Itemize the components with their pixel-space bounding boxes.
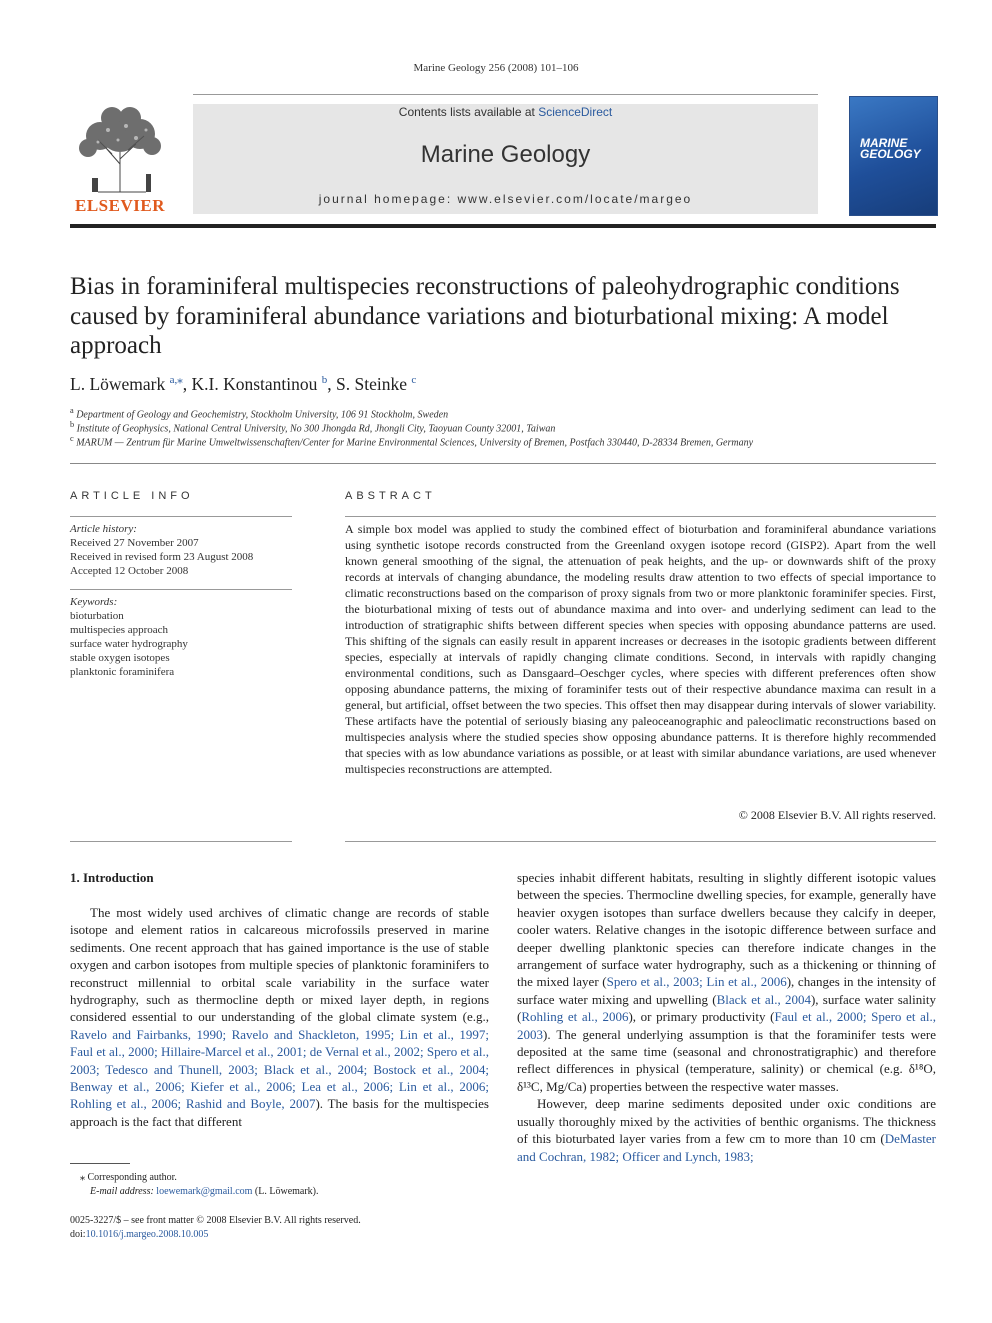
author-sup[interactable]: c bbox=[411, 374, 417, 386]
keyword: planktonic foraminifera bbox=[70, 666, 175, 678]
history-label: Article history: bbox=[70, 523, 137, 535]
author-sup[interactable]: a,⁎ bbox=[169, 374, 183, 386]
issn-line: 0025-3227/$ – see front matter © 2008 Elsevier B.V. All rights reserved. bbox=[70, 1215, 361, 1226]
citation-link[interactable]: Rohling et al., 2006 bbox=[521, 1009, 629, 1025]
keywords-block bbox=[70, 595, 292, 679]
author-list: L. Löwemark $^{a,⁎}$, K.I. Konstantinou $^b$, S. Steinke $^c$ bbox=[70, 373, 417, 394]
corresponding-author-note: ⁎ Corresponding author. bbox=[80, 1172, 177, 1183]
history-item: Received in revised form 23 August 2008 bbox=[70, 551, 254, 563]
author-name[interactable]: L. Löwemark bbox=[70, 373, 166, 394]
body-text: However, deep marine sediments deposited under oxic conditions are usually thoroughly mixed by the activities of benthic organisms. The thickness of this bioturbated layer varies from a few cm to more than 10 cm ( bbox=[517, 1096, 936, 1147]
author-name[interactable]: S. Steinke bbox=[336, 373, 408, 394]
cover-title-line1: MARINE bbox=[860, 136, 908, 150]
keyword: stable oxygen isotopes bbox=[70, 652, 170, 664]
affiliation-label: c bbox=[70, 434, 74, 443]
email-suffix: (L. Löwemark). bbox=[252, 1186, 319, 1197]
history-item: Received 27 November 2007 bbox=[70, 537, 199, 549]
doi-label: doi: bbox=[70, 1229, 86, 1240]
keyword: surface water hydrography bbox=[70, 638, 188, 650]
section-heading-introduction: 1. Introduction bbox=[70, 870, 154, 885]
abstract-text: A simple box model was applied to study the combined effect of bioturbation and foraminiferal abundance variations using synthetic isotope records constructed from the Greenland oxygen isotope record (GISP2). Apart from the well known general smoothing of the signal, the attenuation of peak heights, and the up- or downwards shift of the proxy records at intervals of changing abundance, the modeling results draw attention to two effects of special importance to climatic reconstructions based on the comparison of proxy signals from two or more planktonic foraminifer species. First, the bioturbational mixing of tests out of abundance maxima and into over- and underlying sediment can lead to the introduction of stratigraphic shifts between different species when species with opposing abundance patterns are used. This shifting of the signals can easily result in apparent increases or decreases in the isotopic gradients between different species, especially at intervals of rapidly changing climate conditions. Second, in intervals with rapidly changing environmental conditions, such as Dansgaard–Oeschger cycles, where species with different preferences often show opposing abundance patterns, the mixing of foraminifer tests out of their respective abundance maxima can result in a general, but artificial, offset between the two species. This offset then may disappear during intervals of slower variability. These artifacts have the potential of seriously biasing any paleoceanographic and paleoclimatic reconstructions based on multispecies analysis where the studied species show opposing abundance patterns. It is therefore highly recommended that species with as low abundance variations as possible, or at least with similar abundance variations, are used whenever multispecies reconstructions are attempted. bbox=[345, 522, 936, 776]
body-text: species inhabit different habitats, resulting in slightly different isotopic values between the species. Thermocline dwelling species, for example, generally have heavier oxygen isotopes than surface dwellers because they calcify in deeper, cooler waters. Relative changes in the isotopic difference between surface and deeper dwelling planktonic species can therefore indicate changes in the arrangement of surface water hydrography, such as a thickening or thinning of the mixed layer ( bbox=[517, 870, 936, 990]
cover-title-line2: GEOLOGY bbox=[860, 147, 921, 161]
footnote-rule bbox=[70, 1163, 130, 1164]
header-rule bbox=[70, 224, 936, 228]
affiliation-text: Department of Geology and Geochemistry, Stockholm University, 106 91 Stockholm, Sweden bbox=[76, 409, 449, 421]
contents-line bbox=[193, 105, 818, 119]
email-note bbox=[70, 1185, 510, 1199]
citation-link[interactable]: Spero et al., 2003; Lin et al., 2006 bbox=[606, 974, 787, 990]
keywords-label: Keywords: bbox=[70, 596, 118, 608]
keyword: bioturbation bbox=[70, 610, 124, 622]
body-column-left bbox=[70, 904, 489, 1130]
article-history bbox=[70, 522, 292, 578]
journal-homepage[interactable]: journal homepage: www.elsevier.com/locate/margeo bbox=[318, 192, 693, 206]
affiliation-text: Institute of Geophysics, National Central University, No 300 Jhongda Rd, Jhongli City, Taoyuan County 32001, Taiwan bbox=[76, 423, 556, 435]
abstract-rule bbox=[345, 516, 936, 517]
body-column-right bbox=[517, 869, 936, 1165]
doi-link[interactable]: 10.1016/j.margeo.2008.10.005 bbox=[85, 1229, 209, 1240]
masthead-top-rule bbox=[193, 94, 818, 95]
citation-link[interactable]: Faul et al., 2000; Spero et al., 2003 bbox=[517, 1009, 936, 1042]
article-info-heading: ARTICLE INFO bbox=[70, 490, 194, 502]
abstract-heading: ABSTRACT bbox=[345, 490, 436, 502]
affiliation-label: a bbox=[70, 406, 74, 415]
body-text: ), surface water salinity ( bbox=[517, 991, 936, 1025]
keyword: multispecies approach bbox=[70, 624, 169, 636]
paragraph bbox=[517, 1095, 936, 1165]
journal-name: Marine Geology bbox=[420, 141, 591, 168]
citation-link[interactable]: Ravelo and Fairbanks, 1990; Ravelo and Shackleton, 1995; Lin et al., 1997; Faul et al., 2000; Hillaire-Marcel et al., 2001; de Vernal et al., 2002; Spero et al., 2003; Tedesco and Thunell, 2003; Black et al., 2004; Bostock et al., 2004; Benway et al., 2006; Kiefer et al., 2006; Lea et al., 2006; Lin et al., 2006; Rohling et al., 2006; Rashid and Boyle, 2007 bbox=[70, 1026, 489, 1112]
history-item: Accepted 12 October 2008 bbox=[70, 565, 189, 577]
running-head: Marine Geology 256 (2008) 101–106 bbox=[413, 62, 579, 74]
affiliation bbox=[70, 434, 936, 448]
author-name[interactable]: K.I. Konstantinou bbox=[191, 373, 318, 394]
author-sup[interactable]: b bbox=[321, 374, 328, 386]
citation-link[interactable]: DeMaster and Cochran, 1982; Officer and Lynch, 1983; bbox=[517, 1131, 936, 1164]
article-title: Bias in foraminiferal multispecies reconstructions of paleohydrographic conditions caused by foraminiferal abundance variations and bioturbational mixing: A model approach bbox=[70, 273, 900, 359]
contents-prefix: Contents lists available at bbox=[398, 105, 539, 119]
elsevier-wordmark: ELSEVIER bbox=[75, 196, 165, 215]
paragraph bbox=[70, 904, 489, 1130]
section-rule bbox=[70, 463, 936, 464]
article-info-rule bbox=[70, 589, 292, 590]
email-label: E-mail address: bbox=[90, 1186, 157, 1197]
paragraph bbox=[517, 869, 936, 1095]
citation-link[interactable]: Black et al., 2004 bbox=[716, 991, 811, 1007]
affiliation bbox=[70, 420, 936, 434]
article-info-bottom-rule bbox=[70, 841, 292, 842]
affiliation-label: b bbox=[70, 420, 75, 429]
abstract-bottom-rule bbox=[345, 841, 936, 842]
body-text: ). The basis for the multispecies approach is the fact that different bbox=[70, 1096, 489, 1129]
affiliation bbox=[70, 406, 936, 420]
sciencedirect-link[interactable]: ScienceDirect bbox=[538, 105, 613, 119]
body-text: The most widely used archives of climatic change are records of stable isotope and element ratios in calcareous microfossils preserved in marine sediments. One recent approach that has gained importance is the use of stable oxygen and carbon isotopes from multiple species of planktonic foraminifers to reconstruct millennial to orbital scale variability in the surface water hydrography, such as thermocline depth or mixed layer depth, in regions considered essential to our understanding of the global climate system (e.g., bbox=[70, 905, 489, 1025]
doi-line bbox=[70, 1228, 490, 1242]
tree-icon bbox=[68, 104, 172, 194]
body-text: ). The general underlying assumption is that the foraminifer tests were deposited at the same time (seasonal and chronostratigraphic) and therefore reflect differences in physical (temperature, salinity) or chemical (e.g. δ¹⁸O, δ¹³C, Mg/Ca) properties between the respective water masses. bbox=[517, 1026, 936, 1094]
affiliation-text: MARUM — Zentrum für Marine Umweltwissenschaften/Center for Marine Environmental Sciences, University of Bremen, Postfach 330440, D-28334 Bremen, Germany bbox=[76, 437, 754, 449]
body-text: ), changes in the intensity of surface water mixing and upwelling ( bbox=[517, 974, 936, 1007]
email-link[interactable]: loewemark@gmail.com bbox=[156, 1186, 253, 1197]
article-info-rule bbox=[70, 516, 292, 517]
abstract-copyright: © 2008 Elsevier B.V. All rights reserved. bbox=[738, 808, 936, 822]
cover-title bbox=[860, 138, 930, 160]
body-text: ), or primary productivity ( bbox=[628, 1009, 775, 1025]
